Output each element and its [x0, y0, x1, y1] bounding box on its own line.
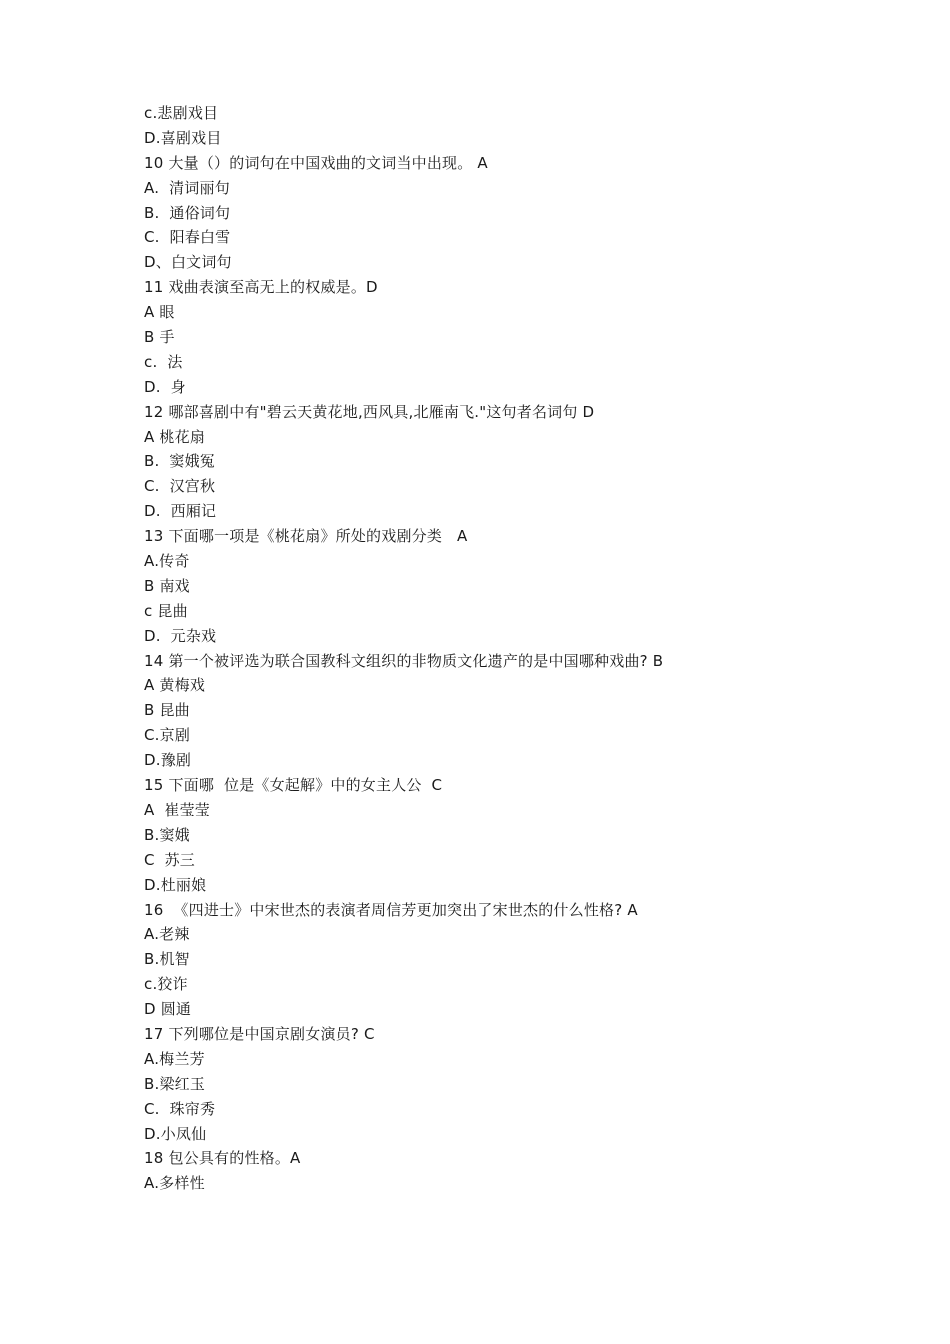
option-line: D.小凤仙 [144, 1124, 207, 1143]
question-line: 18 包公具有的性格。A [144, 1149, 301, 1168]
option-line: B 南戏 [144, 576, 190, 595]
option-line: D、白文词句 [144, 253, 232, 272]
question-line: 11 戏曲表演至高无上的权威是。D [144, 278, 378, 297]
option-line: C. 珠帘秀 [144, 1099, 216, 1118]
option-line: A 眼 [144, 303, 175, 322]
option-line: D. 身 [144, 377, 186, 396]
option-line: B.窦娥 [144, 825, 190, 844]
text-line: c.悲剧戏目 [144, 104, 219, 122]
option-line: C. 汉宫秋 [144, 477, 216, 496]
option-line: B.梁红玉 [144, 1074, 206, 1093]
text-line: D.喜剧戏目 [144, 128, 222, 147]
option-line: A 黄梅戏 [144, 676, 206, 695]
option-line: c. 法 [144, 352, 183, 371]
option-line: B. 窦娥冤 [144, 452, 215, 471]
option-line: D 圆通 [144, 1000, 192, 1019]
question-line: 12 哪部喜剧中有"碧云天黄花地,西风具,北雁南飞."这句者名词句 D [144, 402, 595, 421]
question-line: 16 《四进士》中宋世杰的表演者周信芳更加突出了宋世杰的什么性格? A [144, 900, 638, 919]
option-line: B. 通俗词句 [144, 203, 231, 222]
question-line: 13 下面哪一项是《桃花扇》所处的戏剧分类 A [144, 527, 468, 546]
option-line: B.机智 [144, 950, 190, 969]
option-line: A.老辣 [144, 925, 190, 944]
option-line: c.狡诈 [144, 975, 188, 994]
option-line: A.传奇 [144, 552, 190, 571]
option-line: A.多样性 [144, 1174, 205, 1193]
document-body [144, 101, 844, 1196]
option-line: C. 阳春白雪 [144, 228, 231, 247]
option-line: B 昆曲 [144, 701, 190, 720]
option-line: A 崔莹莹 [144, 800, 210, 819]
question-line: 17 下列哪位是中国京剧女演员? C [144, 1024, 375, 1043]
option-line: D. 元杂戏 [144, 626, 217, 645]
option-line: A.梅兰芳 [144, 1049, 205, 1068]
option-line: D. 西厢记 [144, 502, 217, 521]
option-line: B 手 [144, 328, 175, 347]
question-line: 15 下面哪 位是《女起解》中的女主人公 C [144, 776, 443, 795]
option-line: C 苏三 [144, 850, 196, 869]
option-line: A 桃花扇 [144, 427, 206, 446]
option-line: D.杜丽娘 [144, 875, 207, 894]
option-line: D.豫剧 [144, 751, 192, 770]
option-line: c 昆曲 [144, 601, 188, 620]
option-line: A. 清词丽句 [144, 178, 230, 197]
question-line: 10 大量（）的词句在中国戏曲的文词当中出现。 A [144, 153, 488, 172]
question-line: 14 第一个被评选为联合国教科文组织的非物质文化遗产的是中国哪种戏曲? B [144, 651, 664, 670]
option-line: C.京剧 [144, 726, 191, 745]
